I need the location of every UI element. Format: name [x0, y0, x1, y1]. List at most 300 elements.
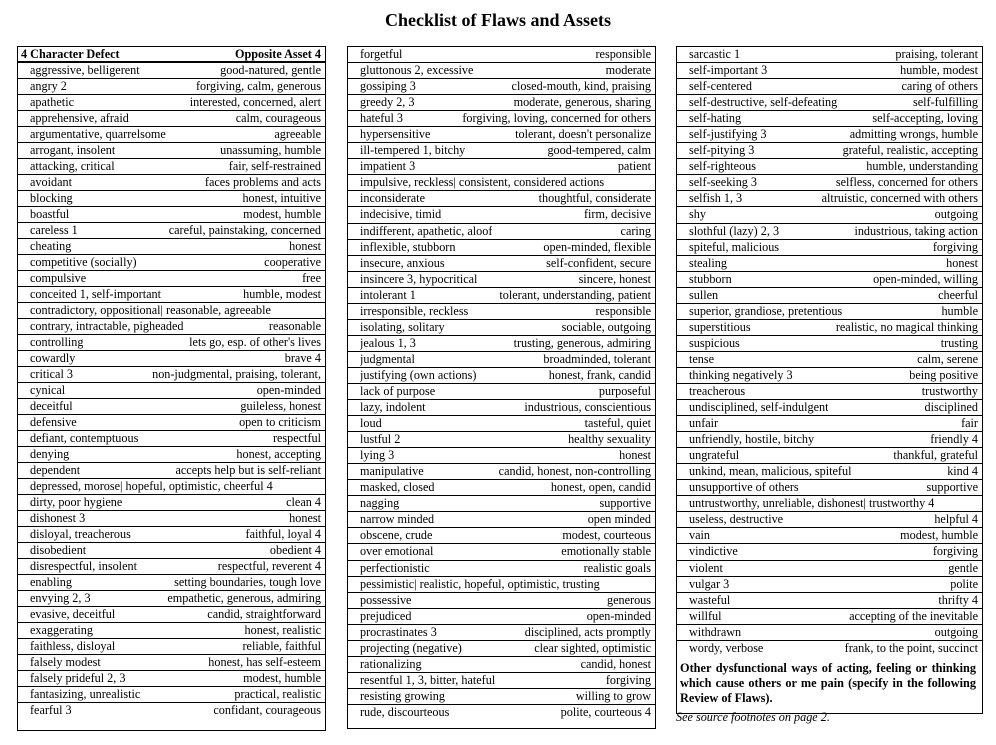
character-defect: avoidant: [30, 175, 72, 189]
character-defect: projecting (negative): [360, 640, 462, 655]
flaw-asset-row: [348, 464, 655, 480]
opposite-asset: respectful: [272, 431, 321, 445]
character-defect: vindictive: [689, 544, 738, 559]
source-footnote: See source footnotes on page 2.: [676, 710, 830, 724]
opposite-asset: trusting, generous, admiring: [513, 335, 651, 350]
opposite-asset: forgiving: [605, 672, 651, 687]
flaw-asset-row: [18, 655, 325, 671]
flaw-asset-row: [677, 47, 982, 63]
opposite-asset: outgoing: [934, 624, 978, 639]
opposite-asset: frank, to the point, succinct: [844, 640, 978, 655]
opposite-asset: tolerant, doesn't personalize: [515, 127, 651, 142]
flaw-asset-row: [348, 304, 655, 320]
opposite-asset: open-minded, flexible: [543, 239, 651, 254]
character-defect: self-destructive, self-defeating: [689, 95, 838, 110]
flaw-asset-row: [677, 143, 982, 159]
flaw-asset-row: [18, 703, 325, 719]
flaw-asset-row: [677, 320, 982, 336]
flaw-asset-row: [677, 224, 982, 240]
character-defect: greedy 2, 3: [360, 95, 415, 110]
character-defect: sarcastic 1: [689, 47, 741, 61]
flaw-asset-row: [18, 271, 325, 287]
character-defect: untrustworthy, unreliable, dishonest| trustworthy 4: [689, 496, 935, 511]
opposite-asset: outgoing: [934, 207, 978, 222]
flaw-asset-row: [18, 303, 325, 319]
character-defect: apprehensive, afraid: [30, 111, 129, 125]
opposite-asset: realistic, no magical thinking: [835, 319, 978, 334]
flaw-asset-row: [348, 368, 655, 384]
flaw-asset-row: [677, 593, 982, 609]
opposite-asset: good-tempered, calm: [547, 143, 651, 158]
opposite-asset: humble: [941, 303, 978, 318]
flaw-asset-row: [18, 79, 325, 95]
flaw-asset-row: [18, 383, 325, 399]
character-defect: self-righteous: [689, 159, 757, 174]
character-defect: stubborn: [689, 271, 732, 286]
character-defect: boastful: [30, 207, 70, 221]
flaw-asset-row: [677, 240, 982, 256]
opposite-asset: being positive: [909, 367, 978, 382]
opposite-asset: honest: [289, 511, 321, 525]
character-defect: depressed, morose| hopeful, optimistic, cheerful 4: [30, 479, 273, 493]
flaw-asset-row: [677, 512, 982, 528]
opposite-asset: trustworthy: [921, 383, 978, 398]
flaw-asset-row: [18, 239, 325, 255]
flaw-asset-row: [348, 609, 655, 625]
flaw-asset-row: [18, 143, 325, 159]
character-defect: compulsive: [30, 271, 87, 285]
character-defect: argumentative, quarrelsome: [30, 127, 166, 141]
checklist-column-2: [347, 46, 656, 729]
character-defect: procrastinates 3: [360, 624, 437, 639]
opposite-asset: supportive: [599, 496, 651, 511]
flaw-asset-row: [348, 384, 655, 400]
character-defect: unsupportive of others: [689, 480, 799, 495]
flaw-asset-row: [348, 512, 655, 528]
opposite-asset: kind 4: [947, 464, 978, 479]
opposite-asset: open-minded: [586, 608, 651, 623]
flaw-asset-row: [348, 159, 655, 175]
character-defect: indifferent, apathetic, aloof: [360, 223, 493, 238]
character-defect: spiteful, malicious: [689, 239, 780, 254]
opposite-asset: honest, frank, candid: [548, 367, 651, 382]
opposite-asset: agreeable: [274, 127, 321, 141]
flaw-asset-row: [348, 593, 655, 609]
flaw-asset-row: [18, 399, 325, 415]
opposite-asset: modest, courteous: [562, 528, 651, 543]
flaw-asset-row: [677, 256, 982, 272]
flaw-asset-row: [677, 496, 982, 512]
flaw-asset-row: [348, 256, 655, 272]
character-defect: masked, closed: [360, 480, 435, 495]
character-defect: hateful 3: [360, 111, 403, 126]
character-defect: disloyal, treacherous: [30, 527, 131, 541]
character-defect: cowardly: [30, 351, 76, 365]
opposite-asset: honest, realistic: [244, 623, 321, 637]
character-defect: blocking: [30, 191, 73, 205]
opposite-asset: industrious, conscientious: [524, 400, 651, 415]
character-defect: inconsiderate: [360, 191, 425, 206]
opposite-asset: caring: [620, 223, 651, 238]
opposite-asset: helpful 4: [934, 512, 978, 527]
opposite-asset: self-accepting, loving: [872, 111, 978, 126]
opposite-asset: brave 4: [284, 351, 321, 365]
opposite-asset: honest: [619, 448, 651, 463]
opposite-asset: fair: [961, 416, 978, 431]
character-defect: defensive: [30, 415, 77, 429]
character-defect: irresponsible, reckless: [360, 303, 469, 318]
column-3-rows: [677, 47, 982, 657]
flaw-asset-row: [677, 288, 982, 304]
character-defect: superior, grandiose, pretentious: [689, 303, 843, 318]
opposite-asset: unassuming, humble: [220, 143, 321, 157]
flaw-asset-row: [18, 527, 325, 543]
flaw-asset-row: [348, 448, 655, 464]
opposite-asset: faces problems and acts: [204, 175, 321, 189]
character-defect: treacherous: [689, 383, 746, 398]
character-defect: enabling: [30, 575, 72, 589]
character-defect: undisciplined, self-indulgent: [689, 400, 829, 415]
flaw-asset-row: [18, 223, 325, 239]
flaw-asset-row: [348, 175, 655, 191]
flaw-asset-row: [18, 111, 325, 127]
character-defect: possessive: [360, 592, 412, 607]
opposite-asset: forgiving, calm, generous: [195, 79, 321, 93]
flaw-asset-row: [18, 159, 325, 175]
opposite-asset: accepts help but is self-reliant: [175, 463, 321, 477]
character-defect: perfectionistic: [360, 560, 430, 575]
opposite-asset: practical, realistic: [234, 687, 321, 701]
character-defect: intolerant 1: [360, 287, 416, 302]
flaw-asset-row: [348, 577, 655, 593]
opposite-asset: disciplined: [924, 400, 978, 415]
flaw-asset-row: [18, 415, 325, 431]
opposite-asset: polite: [950, 576, 978, 591]
opposite-asset: obedient 4: [269, 543, 321, 557]
opposite-asset: patient: [617, 159, 651, 174]
flaw-asset-row: [348, 79, 655, 95]
flaw-asset-row: [348, 705, 655, 721]
character-defect: aggressive, belligerent: [30, 63, 140, 77]
flaw-asset-row: [348, 432, 655, 448]
character-defect: tense: [689, 351, 715, 366]
character-defect: defiant, contemptuous: [30, 431, 139, 445]
character-defect: falsely modest: [30, 655, 101, 669]
flaw-asset-row: [348, 496, 655, 512]
opposite-asset: selfless, concerned for others: [835, 175, 978, 190]
flaw-asset-row: [677, 625, 982, 641]
character-defect: fearful 3: [30, 703, 72, 717]
opposite-asset: tolerant, understanding, patient: [499, 287, 651, 302]
flaw-asset-row: [18, 479, 325, 495]
flaw-asset-row: [18, 63, 325, 79]
character-defect: self-pitying 3: [689, 143, 755, 158]
character-defect: ungrateful: [689, 448, 740, 463]
character-defect: denying: [30, 447, 70, 461]
opposite-asset: emotionally stable: [561, 544, 651, 559]
opposite-asset: forgiving: [932, 239, 978, 254]
opposite-asset: caring of others: [901, 79, 978, 94]
opposite-asset: faithful, loyal 4: [245, 527, 321, 541]
character-defect: narrow minded: [360, 512, 435, 527]
opposite-asset: respectful, reverent 4: [217, 559, 321, 573]
opposite-asset: cooperative: [264, 255, 321, 269]
character-defect: gluttonous 2, excessive: [360, 63, 474, 78]
flaw-asset-row: [348, 288, 655, 304]
character-defect: arrogant, insolent: [30, 143, 116, 157]
character-defect: careless 1: [30, 223, 78, 237]
flaw-asset-row: [348, 352, 655, 368]
character-defect: envying 2, 3: [30, 591, 91, 605]
flaw-asset-row: [348, 416, 655, 432]
opposite-asset: grateful, realistic, accepting: [842, 143, 978, 158]
opposite-asset: lets go, esp. of other's lives: [189, 335, 321, 349]
opposite-asset: gentle: [948, 560, 978, 575]
opposite-asset: accepting of the inevitable: [849, 608, 978, 623]
flaw-asset-row: [348, 240, 655, 256]
opposite-asset: forgiving, loving, concerned for others: [462, 111, 651, 126]
opposite-asset: clear sighted, optimistic: [534, 640, 651, 655]
character-defect: dirty, poor hygiene: [30, 495, 123, 509]
character-defect: competitive (socially): [30, 255, 137, 269]
opposite-asset: open-minded, willing: [873, 271, 978, 286]
flaw-asset-row: [18, 671, 325, 687]
character-defect: evasive, deceitful: [30, 607, 116, 621]
flaw-asset-row: [348, 191, 655, 207]
opposite-asset: realistic goals: [583, 560, 651, 575]
flaw-asset-row: [348, 320, 655, 336]
opposite-asset: reasonable: [268, 319, 321, 333]
flaw-asset-row: [348, 47, 655, 63]
character-defect: faithless, disloyal: [30, 639, 116, 653]
flaw-asset-row: [677, 528, 982, 544]
opposite-asset: closed-mouth, kind, praising: [511, 79, 651, 94]
opposite-asset: industrious, taking action: [854, 223, 978, 238]
flaw-asset-row: [348, 111, 655, 127]
opposite-asset: calm, courageous: [235, 111, 321, 125]
character-defect: self-important 3: [689, 63, 768, 78]
flaw-asset-row: [18, 543, 325, 559]
flaw-asset-row: [677, 159, 982, 175]
flaw-asset-row: [18, 207, 325, 223]
opposite-asset: honest: [289, 239, 321, 253]
character-defect: dishonest 3: [30, 511, 86, 525]
flaw-asset-row: [18, 287, 325, 303]
flaw-asset-row: [348, 400, 655, 416]
flaw-asset-row: [677, 448, 982, 464]
character-defect: sullen: [689, 287, 719, 302]
opposite-asset: responsible: [595, 47, 651, 61]
flaw-asset-row: [348, 272, 655, 288]
opposite-asset: self-confident, secure: [546, 255, 651, 270]
character-defect: insincere 3, hypocritical: [360, 271, 478, 286]
character-defect: rude, discourteous: [360, 704, 450, 719]
character-defect: fantasizing, unrealistic: [30, 687, 141, 701]
flaw-asset-row: [18, 575, 325, 591]
flaw-asset-row: [677, 561, 982, 577]
character-defect: controlling: [30, 335, 84, 349]
character-defect: exaggerating: [30, 623, 93, 637]
flaw-asset-row: [348, 127, 655, 143]
opposite-asset: thoughtful, considerate: [538, 191, 651, 206]
opposite-asset: trusting: [940, 335, 978, 350]
character-defect: lack of purpose: [360, 383, 436, 398]
opposite-asset: fair, self-restrained: [228, 159, 321, 173]
opposite-asset: altruistic, concerned with others: [821, 191, 978, 206]
character-defect: vain: [689, 528, 710, 543]
flaw-asset-row: [677, 304, 982, 320]
opposite-asset: humble, understanding: [866, 159, 978, 174]
flaw-asset-row: [677, 577, 982, 593]
other-flaws-note: Other dysfunctional ways of acting, feeling or thinking which cause others or me pain (specify in the following Review of Flaws).: [680, 660, 976, 705]
character-defect: resentful 1, 3, bitter, hateful: [360, 672, 496, 687]
flaw-asset-row: [18, 127, 325, 143]
flaw-asset-row: [18, 463, 325, 479]
flaw-asset-row: [677, 416, 982, 432]
flaw-asset-row: [348, 480, 655, 496]
character-defect: falsely prideful 2, 3: [30, 671, 126, 685]
flaw-asset-row: [18, 367, 325, 383]
opposite-asset: non-judgmental, praising, tolerant,: [152, 367, 321, 381]
character-defect: apathetic: [30, 95, 74, 109]
flaw-asset-row: [348, 657, 655, 673]
opposite-asset: polite, courteous 4: [560, 704, 651, 719]
opposite-asset: admitting wrongs, humble: [849, 127, 978, 142]
flaw-asset-row: [18, 95, 325, 111]
opposite-asset: honest: [946, 255, 978, 270]
flaw-asset-row: [677, 63, 982, 79]
flaw-asset-row: [18, 607, 325, 623]
character-defect: withdrawn: [689, 624, 742, 639]
character-defect: contradictory, oppositional| reasonable, agreeable: [30, 303, 271, 317]
opposite-asset: open minded: [587, 512, 651, 527]
opposite-asset: open-minded: [256, 383, 321, 397]
flaw-asset-row: [348, 224, 655, 240]
character-defect: disrespectful, insolent: [30, 559, 137, 573]
flaw-asset-row: [677, 272, 982, 288]
flaw-asset-row: [677, 641, 982, 657]
character-defect: disobedient: [30, 543, 87, 557]
character-defect: cynical: [30, 383, 66, 397]
opposite-asset: friendly 4: [930, 432, 978, 447]
asset-header: Opposite Asset 4: [235, 47, 321, 61]
flaw-asset-row: [18, 175, 325, 191]
character-defect: willful: [689, 608, 722, 623]
flaw-asset-row: [677, 79, 982, 95]
character-defect: useless, destructive: [689, 512, 784, 527]
opposite-asset: tasteful, quiet: [584, 416, 651, 431]
character-defect: justifying (own actions): [360, 367, 477, 382]
character-defect: over emotional: [360, 544, 434, 559]
character-defect: manipulative: [360, 464, 424, 479]
flaw-asset-row: [18, 191, 325, 207]
flaw-asset-row: [18, 639, 325, 655]
character-defect: hypersensitive: [360, 127, 431, 142]
flaw-asset-row: [677, 95, 982, 111]
character-defect: violent: [689, 560, 723, 575]
character-defect: shy: [689, 207, 706, 222]
opposite-asset: honest, open, candid: [550, 480, 651, 495]
flaw-asset-row: [18, 511, 325, 527]
flaw-asset-row: [18, 255, 325, 271]
flaw-asset-row: [18, 351, 325, 367]
character-defect: dependent: [30, 463, 81, 477]
checklist-column-1: [17, 46, 326, 731]
character-defect: inflexible, stubborn: [360, 239, 456, 254]
character-defect: prejudiced: [360, 608, 412, 623]
opposite-asset: clean 4: [286, 495, 321, 509]
character-defect: lustful 2: [360, 432, 401, 447]
flaw-asset-row: [677, 352, 982, 368]
opposite-asset: candid, honest, non-controlling: [498, 464, 651, 479]
opposite-asset: open to criticism: [239, 415, 321, 429]
opposite-asset: cheerful: [938, 287, 978, 302]
flaw-asset-row: [18, 559, 325, 575]
flaw-asset-row: [348, 143, 655, 159]
flaw-asset-row: [18, 335, 325, 351]
opposite-asset: supportive: [926, 480, 978, 495]
flaw-asset-row: [677, 191, 982, 207]
flaw-asset-row: [348, 641, 655, 657]
opposite-asset: purposeful: [598, 383, 651, 398]
character-defect: cheating: [30, 239, 72, 253]
defect-header: 4 Character Defect: [21, 47, 120, 61]
flaw-asset-row: [18, 687, 325, 703]
opposite-asset: firm, decisive: [583, 207, 651, 222]
opposite-asset: good-natured, gentle: [220, 63, 321, 77]
opposite-asset: guileless, honest: [240, 399, 321, 413]
opposite-asset: confidant, courageous: [213, 703, 321, 717]
character-defect: superstitious: [689, 319, 751, 334]
flaw-asset-row: [677, 544, 982, 560]
character-defect: lazy, indolent: [360, 400, 426, 415]
flaw-asset-row: [348, 95, 655, 111]
flaw-asset-row: [348, 207, 655, 223]
character-defect: critical 3: [30, 367, 73, 381]
character-defect: unkind, mean, malicious, spiteful: [689, 464, 852, 479]
flaw-asset-row: [18, 319, 325, 335]
opposite-asset: modest, humble: [243, 671, 321, 685]
opposite-asset: modest, humble: [243, 207, 321, 221]
flaw-asset-row: [18, 495, 325, 511]
flaw-asset-row: [677, 384, 982, 400]
character-defect: self-seeking 3: [689, 175, 758, 190]
flaw-asset-row: [677, 175, 982, 191]
character-defect: wordy, verbose: [689, 640, 764, 655]
character-defect: unfriendly, hostile, bitchy: [689, 432, 815, 447]
character-defect: attacking, critical: [30, 159, 115, 173]
flaw-asset-row: [18, 431, 325, 447]
flaw-asset-row: [18, 591, 325, 607]
character-defect: insecure, anxious: [360, 255, 445, 270]
opposite-asset: calm, serene: [917, 351, 978, 366]
character-defect: slothful (lazy) 2, 3: [689, 223, 780, 238]
flaw-asset-row: [18, 623, 325, 639]
character-defect: contrary, intractable, pigheaded: [30, 319, 184, 333]
character-defect: angry 2: [30, 79, 67, 93]
flaw-asset-row: [677, 336, 982, 352]
opposite-asset: sincere, honest: [578, 271, 651, 286]
opposite-asset: healthy sexuality: [568, 432, 651, 447]
character-defect: self-hating: [689, 111, 742, 126]
opposite-asset: praising, tolerant: [895, 47, 978, 61]
opposite-asset: setting boundaries, tough love: [174, 575, 321, 589]
flaw-asset-row: [348, 528, 655, 544]
flaw-asset-row: [677, 400, 982, 416]
flaw-asset-row: [677, 207, 982, 223]
character-defect: forgetful: [360, 47, 403, 61]
character-defect: resisting growing: [360, 688, 445, 703]
